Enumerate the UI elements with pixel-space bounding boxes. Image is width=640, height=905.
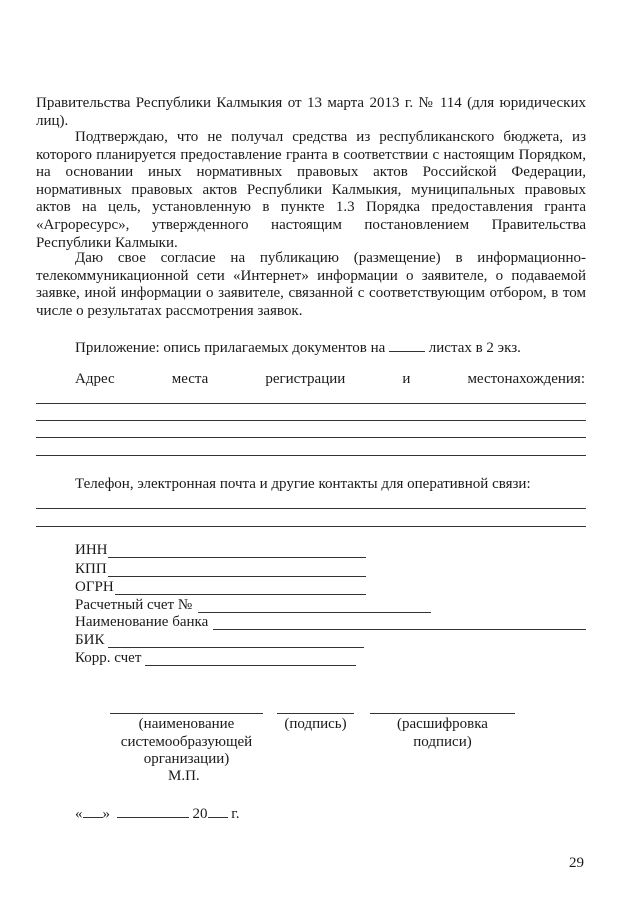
inn-line (108, 557, 366, 558)
inn-label: ИНН (75, 542, 108, 558)
paragraph-confirmation: Подтверждаю, что не получал средства из республиканского бюджета, из которого планируется предоставление гранта в соответствии с настоящим Порядком, на основании иных нормативных правовых актов Российской Федерации, нормативных правовых актов Республики Калмыкия, муниципальных правовых актов на цель, установленную в пункте 1.3 Порядка предоставления гранта «Агроресурс», утвержденного настоящим постановлением Правительства Республики Калмыки. (36, 129, 586, 251)
bik-label: БИК (75, 632, 105, 648)
address-line-2 (36, 420, 586, 421)
contacts-label: Телефон, электронная почта и другие контакты для оперативной связи: (75, 476, 531, 492)
bank-line (213, 629, 586, 630)
kpp-label: КПП (75, 561, 107, 577)
signature-caption: (подпись) (284, 716, 347, 732)
decode-line (370, 713, 515, 714)
attachment-suffix: листах в 2 экз. (428, 340, 521, 356)
address-label-row (75, 371, 585, 388)
account-line (198, 612, 431, 613)
address-line-1 (36, 403, 586, 404)
paragraph-intro: Правительства Республики Калмыкия от 13 марта 2013 г. № 114 (для юридических лиц). (36, 95, 586, 129)
date-open-quote: « (75, 806, 83, 822)
contacts-line-1 (36, 508, 586, 509)
corr-line (145, 665, 356, 666)
account-label: Расчетный счет № (75, 597, 193, 613)
address-line-3 (36, 437, 586, 438)
address-word: Адрес (75, 371, 115, 387)
kpp-line (108, 576, 366, 577)
org-name-line (110, 713, 263, 714)
bik-line (108, 647, 364, 648)
address-line-4 (36, 455, 586, 456)
org-name-caption: (наименование системообразующей организации) (120, 716, 253, 767)
ogrn-line (115, 594, 366, 595)
sheet-count-blank (389, 339, 425, 352)
bank-label: Наименование банка (75, 614, 209, 630)
year-blank (208, 805, 228, 818)
decode-caption: (расшифровка подписи) (397, 716, 488, 750)
address-word: регистрации (265, 371, 346, 387)
attachment-line (75, 339, 521, 357)
page-number: 29 (569, 855, 584, 871)
address-word: местонахождения: (467, 371, 585, 387)
ogrn-label: ОГРН (75, 579, 114, 595)
address-word: места (171, 371, 209, 387)
date-close-quote: » (102, 806, 110, 822)
day-blank (83, 805, 103, 818)
corr-label: Корр. счет (75, 650, 142, 666)
stamp-label: М.П. (168, 768, 200, 784)
month-blank (117, 805, 189, 818)
date-line (75, 805, 239, 823)
contacts-line-2 (36, 526, 586, 527)
signature-line (277, 713, 354, 714)
year-suffix: г. (231, 806, 240, 822)
attachment-prefix: Приложение: опись прилагаемых документов на (75, 340, 386, 356)
year-prefix: 20 (192, 806, 208, 822)
paragraph-consent: Даю свое согласие на публикацию (размещение) в информационно-телекоммуникационной сети «Интернет» информации о заявителе, о подаваемой заявке, иной информации о заявителе, связанной с соответствующим отбором, в том числе о результатах рассмотрения заявок. (36, 250, 586, 319)
address-word: и (402, 371, 411, 387)
